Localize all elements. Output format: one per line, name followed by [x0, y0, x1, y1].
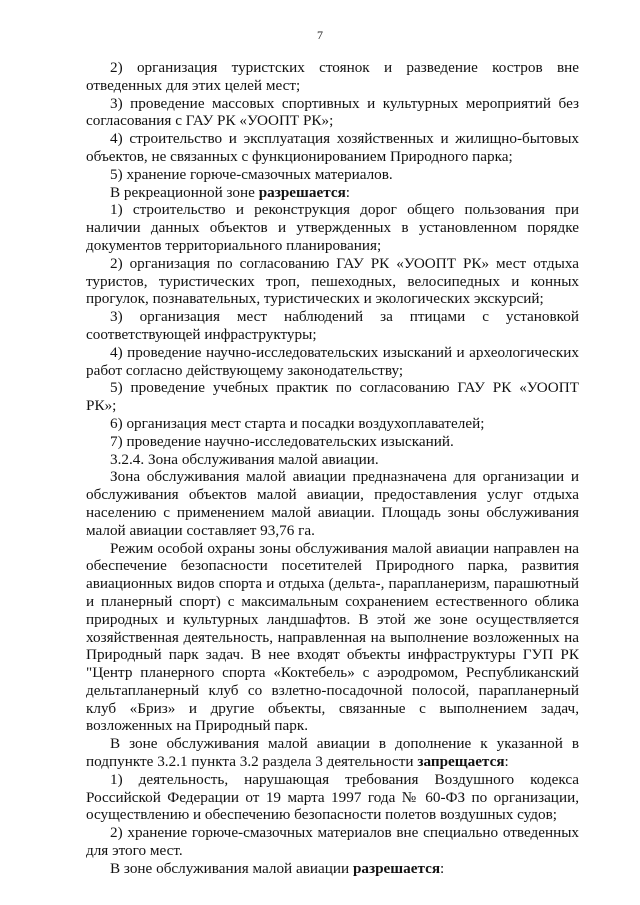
paragraph: [86, 184, 579, 202]
paragraph: [86, 379, 579, 415]
paragraph: [86, 735, 579, 771]
paragraph-text: 2) организация туристских стоянок и разведение костров вне отведенных для этих целей мест;: [86, 59, 579, 94]
paragraph: [86, 308, 579, 344]
paragraph: [86, 540, 579, 736]
paragraph: [86, 255, 579, 308]
paragraph: [86, 344, 579, 380]
paragraph-text: 3) организация мест наблюдений за птицами с установкой соответствующей инфраструктуры;: [86, 308, 579, 343]
paragraph: [86, 433, 579, 451]
paragraph-text: 1) деятельность, нарушающая требования Воздушного кодекса Российской Федерации от 19 марта 1997 года № 60-ФЗ по организации, осуществлению и обеспечению безопасности полетов воздушных судов;: [86, 770, 579, 824]
paragraph-bold-text: запрещается: [417, 753, 505, 771]
paragraph-bold-text: разрешается: [352, 859, 441, 877]
paragraph-text: Режим особой охраны зоны обслуживания малой авиации направлен на обеспечение безопасности посетителей Природного парка, развития авиационных видов спорта и отдыха (дельта-, парапланеризм, парашютный и планерный спорт) с максимальным сохранением естественного облика природных и культурных ландшафтов. В этой же зоне осуществляется хозяйственная деятельность, направленная на выполнение возложенных на Природный парк задач. В нее входят объекты инфраструктуры ГУП РК "Центр планерного спорта «Коктебель» с аэродромом, Республиканский дельтапланерный клуб со взлетно-посадочной полосой, парапланерный клуб «Бриз» и другие объекты, связанные с выполнением задач, возложенных на Природный парк.: [86, 539, 579, 735]
paragraph: [86, 166, 579, 184]
paragraph: [86, 130, 579, 166]
paragraph: [86, 95, 579, 131]
paragraph-text: 5) проведение учебных практик по согласованию ГАУ РК «УООПТ РК»;: [86, 379, 579, 415]
paragraph-text: 4) проведение научно-исследовательских изысканий и археологических работ согласно действующему законодательству;: [86, 343, 579, 379]
paragraph-text: В рекреационной зоне: [110, 183, 259, 201]
paragraph-text: 2) организация по согласованию ГАУ РК «УООПТ РК» мест отдыха туристов, туристических троп, пешеходных, велосипедных и конных прогулок, познавательных, туристических и экологических экскурсий;: [86, 254, 579, 308]
paragraph-text: 6) организация мест старта и посадки воздухоплавателей;: [110, 414, 485, 432]
paragraph-text: Зона обслуживания малой авиации предназначена для организации и обслуживания объектов малой авиации, предоставления услуг отдыха населению с применением малой авиации. Площадь зоны обслуживания малой авиации составляет 93,76 га.: [86, 468, 579, 539]
paragraph-trailing-text: :: [504, 753, 509, 771]
paragraph: [86, 771, 579, 824]
page-number: 7: [317, 28, 323, 42]
paragraph-text: 3.2.4. Зона обслуживания малой авиации.: [110, 450, 379, 468]
paragraph: [86, 451, 579, 469]
paragraph-trailing-text: :: [345, 183, 351, 201]
paragraph: [86, 860, 579, 878]
paragraph-text: 4) строительство и эксплуатация хозяйственных и жилищно-бытовых объектов, не связанных с функционированием Природного парка;: [86, 130, 579, 165]
paragraph-text: 7) проведение научно-исследовательских изысканий.: [110, 432, 454, 450]
paragraph-text: 2) хранение горюче-смазочных материалов вне специально отведенных для этого мест.: [86, 824, 579, 860]
paragraph-text: 5) хранение горюче-смазочных материалов.: [110, 165, 393, 183]
paragraph-bold-text: разрешается: [258, 183, 346, 201]
paragraph-text: В зоне обслуживания малой авиации: [110, 859, 353, 877]
paragraph: [86, 201, 579, 254]
paragraph-text: В зоне обслуживания малой авиации в дополнение к указанной в подпункте 3.2.1 пункта 3.2 раздела 3 деятельности: [86, 735, 579, 771]
paragraph: [86, 824, 579, 860]
paragraph: [86, 59, 579, 95]
paragraph: [86, 468, 579, 539]
paragraph-text: 1) строительство и реконструкция дорог общего пользования при наличии данных объектов и утвержденных в установленном порядке документов территориального планирования;: [86, 201, 579, 254]
paragraph-trailing-text: :: [440, 859, 445, 877]
document-body: [86, 59, 579, 878]
paragraph-text: 3) проведение массовых спортивных и культурных мероприятий без согласования с ГАУ РК «УООПТ РК»;: [86, 94, 579, 130]
paragraph: [86, 415, 579, 433]
